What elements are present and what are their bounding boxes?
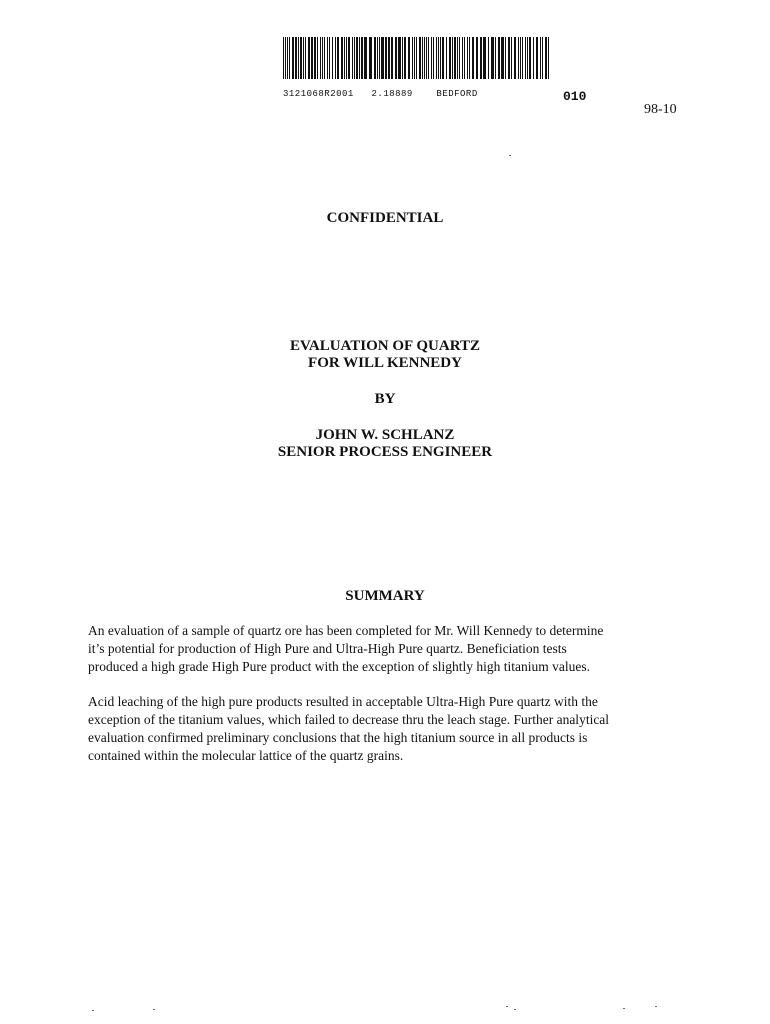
barcode-bar: [480, 37, 482, 79]
barcode-bar: [337, 37, 339, 79]
barcode-bar: [332, 37, 333, 79]
barcode-bar: [285, 37, 286, 79]
barcode-bar: [467, 37, 468, 79]
barcode-bar: [469, 37, 470, 79]
barcode-bar: [391, 37, 393, 79]
barcode-bar: [327, 37, 328, 79]
barcode-bar: [442, 37, 444, 79]
barcode-bar: [395, 37, 397, 79]
barcode-bar: [520, 37, 521, 79]
barcode-bar: [483, 37, 486, 79]
barcode-bar: [459, 37, 460, 79]
barcode-bar: [522, 37, 523, 79]
barcode-bar: [424, 37, 425, 79]
barcode-bar: [308, 37, 310, 79]
barcode-bar: [364, 37, 367, 79]
scan-speck: [153, 1009, 155, 1010]
barcode-bar: [348, 37, 350, 79]
barcode-bar: [426, 37, 427, 79]
scan-speck: [509, 155, 511, 156]
barcode-bar: [412, 37, 413, 79]
barcode-bar: [495, 37, 496, 79]
barcode-bar: [404, 37, 406, 79]
barcode-bar: [545, 37, 547, 79]
barcode-bar: [536, 37, 538, 79]
scan-speck: [506, 1006, 508, 1007]
barcode-bar: [518, 37, 519, 79]
barcode-bar: [352, 37, 353, 79]
barcode-bar: [369, 37, 372, 79]
barcode-bar: [462, 37, 463, 79]
barcode-bar: [508, 37, 510, 79]
barcode-bar: [374, 37, 376, 79]
barcode-bar: [431, 37, 432, 79]
scan-speck: [623, 1008, 625, 1009]
barcode-bar: [540, 37, 541, 79]
report-title-line-2: FOR WILL KENNEDY: [308, 355, 462, 371]
barcode-bar: [354, 37, 355, 79]
barcode-bar: [295, 37, 297, 79]
barcode-bar: [548, 37, 549, 79]
barcode-bar: [452, 37, 453, 79]
barcode-bar: [385, 37, 387, 79]
summary-paragraph-2-line: contained within the molecular lattice of the quartz grains.: [88, 748, 404, 763]
barcode-bar: [525, 37, 526, 79]
barcode-bar: [324, 37, 325, 79]
document-number: 98-10: [644, 102, 677, 117]
barcode-bar: [329, 37, 330, 79]
barcode-bar: [314, 37, 316, 79]
barcode-bar: [317, 37, 318, 79]
scan-speck: [514, 1009, 516, 1010]
barcode-bar: [287, 37, 288, 79]
barcode-bar: [491, 37, 494, 79]
barcode-bar: [292, 37, 294, 79]
barcode-bar: [379, 37, 380, 79]
barcode-bar: [300, 37, 302, 79]
summary-paragraph-2-line: exception of the titanium values, which failed to decrease thru the leach stage. Further analytical: [88, 712, 610, 727]
barcode-bar: [529, 37, 531, 79]
summary-paragraph-1-line: it’s potential for production of High Pure and Ultra-High Pure quartz. Beneficiation tests: [88, 641, 567, 656]
summary-heading: SUMMARY: [345, 588, 425, 604]
barcode-bar: [346, 37, 347, 79]
barcode-bar: [414, 37, 415, 79]
barcode-bar: [488, 37, 489, 79]
summary-paragraph-1: [88, 622, 688, 676]
by-label: BY: [374, 391, 396, 407]
barcode-bar: [422, 37, 423, 79]
summary-paragraph-1-line: produced a high grade High Pure product with the exception of slightly high titanium values.: [88, 659, 591, 674]
barcode-bar: [446, 37, 447, 79]
barcode-bar: [402, 37, 403, 79]
barcode-bar: [388, 37, 390, 79]
barcode-bar: [433, 37, 434, 79]
barcode-bar: [542, 37, 543, 79]
barcode-bar: [440, 37, 441, 79]
barcode-caption: 3121068R2001 2.18889 BEDFORD: [283, 89, 478, 99]
barcode-bar: [305, 37, 306, 79]
confidential-label: CONFIDENTIAL: [326, 210, 444, 226]
summary-paragraph-1-line: An evaluation of a sample of quartz ore has been completed for Mr. Will Kennedy to determine: [88, 623, 604, 638]
scan-speck: [92, 1010, 94, 1011]
box-code: 010: [563, 89, 587, 104]
barcode-bar: [464, 37, 465, 79]
barcode-bar: [408, 37, 410, 79]
barcode-bar: [457, 37, 458, 79]
barcode-bar: [416, 37, 417, 79]
author-title: SENIOR PROCESS ENGINEER: [277, 444, 493, 460]
author-name: JOHN W. SCHLANZ: [315, 427, 455, 443]
barcode-bar: [498, 37, 500, 79]
barcode-bar: [322, 37, 323, 79]
barcode-bar: [356, 37, 358, 79]
barcode-bar: [454, 37, 456, 79]
barcode-bar: [289, 37, 290, 79]
summary-paragraph-2-line: Acid leaching of the high pure products resulted in acceptable Ultra-High Pure quartz with the: [88, 694, 598, 709]
barcode-bar: [505, 37, 506, 79]
barcode-bar: [449, 37, 451, 79]
barcode-bar: [398, 37, 401, 79]
barcode-bar: [428, 37, 429, 79]
barcode-bar: [377, 37, 378, 79]
barcode-bar: [311, 37, 313, 79]
barcode-bar: [501, 37, 504, 79]
barcode-bar: [476, 37, 478, 79]
barcode-bar: [472, 37, 474, 79]
barcode-bar: [320, 37, 321, 79]
summary-paragraph-2: [88, 693, 688, 765]
barcode-bar: [527, 37, 528, 79]
barcode-bar: [335, 37, 336, 79]
barcode-bar: [361, 37, 363, 79]
scan-speck: [655, 1006, 657, 1007]
barcode-bar: [533, 37, 534, 79]
summary-paragraph-2-line: evaluation confirmed preliminary conclusions that the high titanium source in all products is: [88, 730, 588, 745]
barcode-bar: [419, 37, 421, 79]
barcode-bar: [303, 37, 304, 79]
barcode-bar: [344, 37, 345, 79]
barcode-bar: [298, 37, 299, 79]
barcode-bar: [283, 37, 284, 79]
barcode-bar: [511, 37, 512, 79]
barcode-image: [283, 37, 549, 79]
barcode-bar: [359, 37, 360, 79]
barcode-bar: [514, 37, 516, 79]
barcode-bar: [341, 37, 343, 79]
barcode-bar: [381, 37, 384, 79]
report-title-line-1: EVALUATION OF QUARTZ: [289, 338, 481, 354]
barcode-bar: [436, 37, 437, 79]
barcode-bar: [438, 37, 439, 79]
